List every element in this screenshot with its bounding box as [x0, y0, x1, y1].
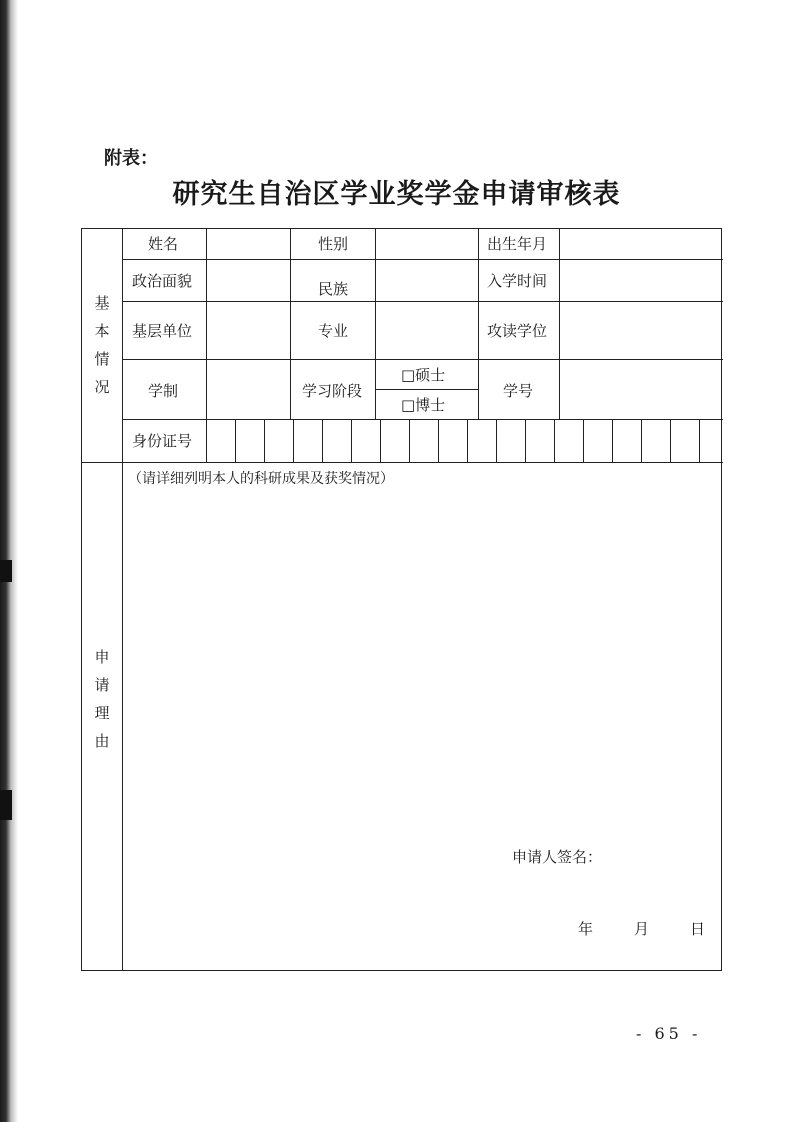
basic-info-label: 基本情况 [94, 294, 110, 396]
unit-label: 基层单位 [132, 322, 193, 340]
id-digit-divider [641, 419, 642, 462]
year-label: 年 [578, 920, 594, 938]
study-stage-label: 学习阶段 [302, 382, 363, 400]
row-divider [122, 301, 723, 302]
section-divider [82, 462, 723, 463]
column-divider [375, 359, 376, 419]
day-label: 日 [690, 920, 706, 938]
application-form-table [81, 228, 722, 971]
id-digit-divider [699, 419, 700, 462]
duration-label: 学制 [148, 382, 179, 400]
month-label: 月 [634, 920, 650, 938]
id-digit-divider [583, 419, 584, 462]
scan-edge-mark [0, 790, 12, 820]
gender-label: 性别 [318, 235, 349, 253]
id-digit-divider [438, 419, 439, 462]
doctor-checkbox[interactable]: □博士 [401, 396, 446, 414]
student-id-label: 学号 [503, 382, 534, 400]
application-instruction: （请详细列明本人的科研成果及获奖情况） [128, 471, 394, 487]
document-title: 研究生自治区学业奖学金申请审核表 [172, 179, 621, 210]
id-digit-divider [496, 419, 497, 462]
row-divider [122, 259, 723, 260]
name-label: 姓名 [148, 235, 179, 253]
id-digit-divider [206, 419, 207, 462]
ethnicity-label: 民族 [318, 280, 349, 298]
row-divider [122, 359, 723, 360]
id-digit-divider [612, 419, 613, 462]
id-digit-divider [409, 419, 410, 462]
political-status-label: 政治面貌 [132, 272, 193, 290]
id-digit-divider [554, 419, 555, 462]
id-digit-divider [264, 419, 265, 462]
id-card-label: 身份证号 [132, 432, 193, 450]
column-divider [290, 359, 291, 419]
id-digit-divider [293, 419, 294, 462]
stage-divider [375, 389, 478, 390]
column-divider [559, 359, 560, 419]
column-divider [206, 229, 207, 359]
column-divider [375, 229, 376, 359]
column-divider [206, 359, 207, 419]
row-divider [122, 419, 723, 420]
id-digit-divider [467, 419, 468, 462]
birth-label: 出生年月 [487, 235, 548, 253]
column-divider [559, 229, 560, 359]
major-label: 专业 [318, 322, 349, 340]
signature-label: 申请人签名： [512, 848, 603, 866]
enrollment-time-label: 入学时间 [487, 272, 548, 290]
scan-edge-mark [0, 560, 12, 582]
id-digit-divider [380, 419, 381, 462]
section-column-divider [122, 229, 123, 971]
appendix-label: 附表： [104, 148, 158, 169]
column-divider [290, 229, 291, 359]
column-divider [478, 229, 479, 359]
master-checkbox[interactable]: □硕士 [401, 366, 446, 384]
id-digit-divider [235, 419, 236, 462]
column-divider [478, 359, 479, 419]
degree-label: 攻读学位 [487, 322, 548, 340]
id-digit-divider [670, 419, 671, 462]
id-digit-divider [351, 419, 352, 462]
id-digit-divider [525, 419, 526, 462]
id-digit-divider [322, 419, 323, 462]
page-number: - 65 - [636, 1024, 702, 1043]
application-reason-label: 申请理由 [94, 648, 110, 750]
